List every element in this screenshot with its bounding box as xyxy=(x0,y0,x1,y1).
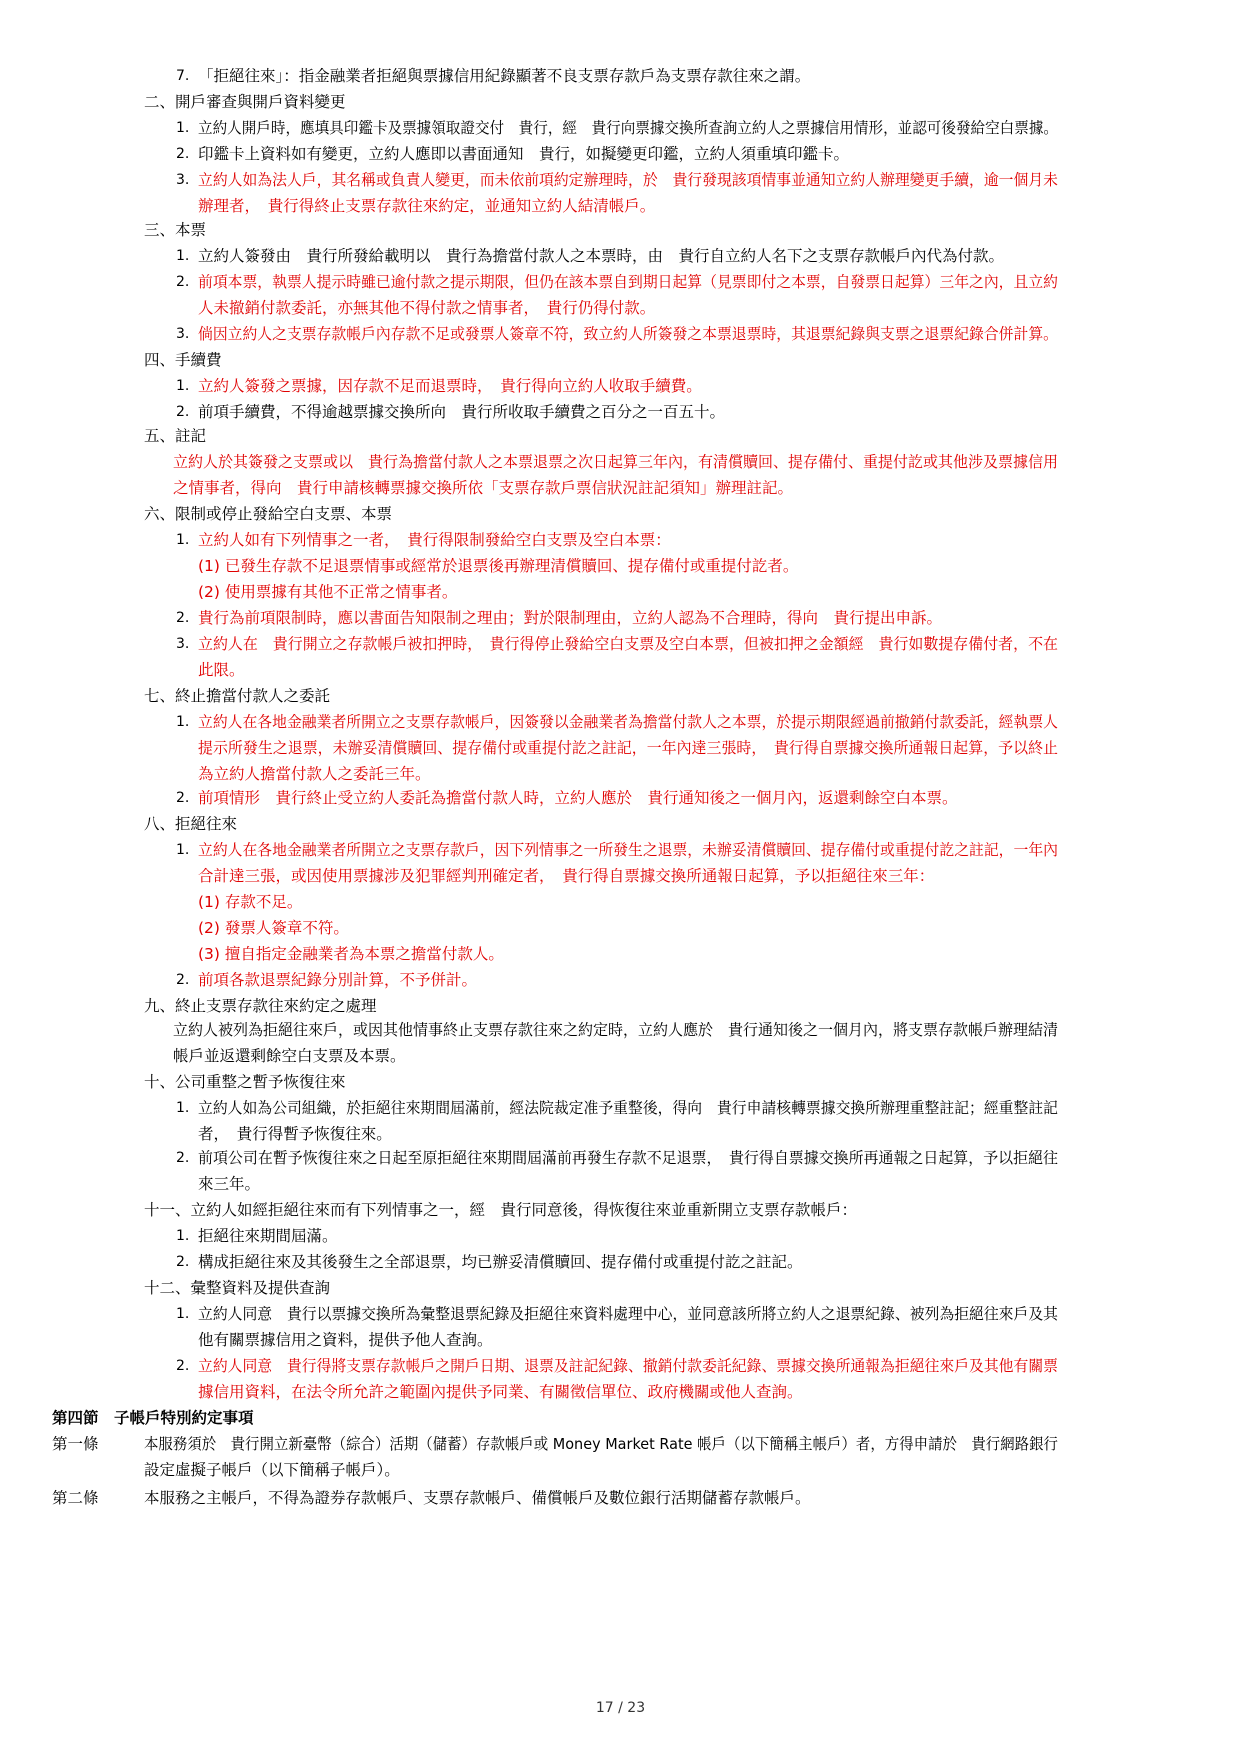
item-number: 1. xyxy=(176,532,190,548)
line-text: 此限。 xyxy=(198,661,245,679)
item-number: 1. xyxy=(176,248,190,264)
line-text: 「拒絕往來」：指金融業者拒絕與票據信用紀錄顯著不良支票存款戶為支票存款往來之謂。 xyxy=(198,67,811,85)
line-text: (2) 發票人簽章不符。 xyxy=(198,919,349,937)
line-text: 立約人在 貴行開立之存款帳戶被扣押時， 貴行得停止發給空白支票及空白本票，但被扣押之金額經 貴行如數提存備付者，不在 xyxy=(198,635,1058,653)
item-number: 1. xyxy=(176,1228,190,1244)
line-text: 他有關票據信用之資料，提供予他人查詢。 xyxy=(198,1331,493,1349)
line-text: 立約人如為公司組織，於拒絕往來期間屆滿前，經法院裁定准予重整後，得向 貴行申請核轉票據交換所辦理重整註記；經重整註記 xyxy=(198,1099,1058,1117)
line-text: (1) 已發生存款不足退票情事或經常於退票後再辦理清償贖回、提存備付或重提付訖者。 xyxy=(198,557,799,575)
line-text: 前項手續費，不得逾越票據交換所向 貴行所收取手續費之百分之一百五十。 xyxy=(198,403,726,421)
line-text: 人未撤銷付款委託，亦無其他不得付款之情事者， 貴行仍得付款。 xyxy=(198,299,656,317)
line-text: 第四節 子帳戶特別約定事項 xyxy=(52,1409,254,1427)
line-text: 本服務之主帳戶，不得為證券存款帳戶、支票存款帳戶、備償帳戶及數位銀行活期儲蓄存款帳戶。 xyxy=(144,1489,811,1507)
item-number: 3. xyxy=(176,326,190,342)
line-text: 二、開戶審查與開戶資料變更 xyxy=(144,93,346,111)
item-number: 2. xyxy=(176,610,190,626)
line-text: 立約人在各地金融業者所開立之支票存款帳戶，因簽發以金融業者為擔當付款人之本票，於提示期限經過前撤銷付款委託，經執票人 xyxy=(198,713,1058,731)
line-text: 九、終止支票存款往來約定之處理 xyxy=(144,997,377,1015)
line-text: 構成拒絕往來及其後發生之全部退票，均已辦妥清償贖回、提存備付或重提付訖之註記。 xyxy=(198,1253,803,1271)
line-text: 立約人在各地金融業者所開立之支票存款戶，因下列情事之一所發生之退票，未辦妥清償贖回、提存備付或重提付訖之註記，一年內 xyxy=(198,841,1058,859)
line-text: 倘因立約人之支票存款帳戶內存款不足或發票人簽章不符，致立約人所簽發之本票退票時，其退票紀錄與支票之退票紀錄合併計算。 xyxy=(198,325,1058,343)
item-number: 1. xyxy=(176,842,190,858)
line-text: 來三年。 xyxy=(198,1175,261,1193)
item-number: 1. xyxy=(176,714,190,730)
item-number: 1. xyxy=(176,120,190,136)
line-text: 貴行為前項限制時，應以書面告知限制之理由；對於限制理由，立約人認為不合理時，得向 貴行提出申訴。 xyxy=(198,609,943,627)
item-number: 2. xyxy=(176,1358,190,1374)
line-text: 八、拒絕往來 xyxy=(144,815,238,833)
line-text: 本服務須於 貴行開立新臺幣（綜合）活期（儲蓄）存款帳戶或 Money Market Rate 帳戶（以下簡稱主帳戶）者，方得申請於 貴行網路銀行 xyxy=(144,1435,1058,1453)
line-text: 四、手續費 xyxy=(144,351,222,369)
line-text: 為立約人擔當付款人之委託三年。 xyxy=(198,765,431,783)
item-number: 第二條 xyxy=(52,1489,99,1507)
line-text: 前項本票，執票人提示時雖已逾付款之提示期限，但仍在該本票自到期日起算（見票即付之本票，自發票日起算）三年之內，且立約 xyxy=(198,273,1058,291)
item-number: 第一條 xyxy=(52,1435,99,1453)
line-text: 立約人被列為拒絕往來戶，或因其他情事終止支票存款往來之約定時，立約人應於 貴行通知後之一個月內，將支票存款帳戶辦理結清 xyxy=(173,1021,1058,1039)
item-number: 2. xyxy=(176,1254,190,1270)
line-text: 拒絕往來期間屆滿。 xyxy=(198,1227,338,1245)
line-text: 立約人如為法人戶，其名稱或負責人變更，而未依前項約定辦理時，於 貴行發現該項情事並通知立約人辦理變更手續，逾一個月未 xyxy=(198,171,1058,189)
line-text: 前項公司在暫予恢復往來之日起至原拒絕往來期間屆滿前再發生存款不足退票， 貴行得自票據交換所再通報之日起算，予以拒絕往 xyxy=(198,1149,1058,1167)
item-number: 2. xyxy=(176,146,190,162)
line-text: (1) 存款不足。 xyxy=(198,893,303,911)
line-text: 據信用資料，在法令所允許之範圍內提供予同業、有關徵信單位、政府機關或他人查詢。 xyxy=(198,1383,803,1401)
line-text: 十、公司重整之暫予恢復往來 xyxy=(144,1073,346,1091)
line-text: 者， 貴行得暫予恢復往來。 xyxy=(198,1125,392,1143)
line-text: 前項情形 貴行終止受立約人委託為擔當付款人時，立約人應於 貴行通知後之一個月內，返還剩餘空白本票。 xyxy=(198,789,958,807)
item-number: 2. xyxy=(176,274,190,290)
line-text: 六、限制或停止發給空白支票、本票 xyxy=(144,505,393,523)
item-number: 1. xyxy=(176,378,190,394)
item-number: 1. xyxy=(176,1306,190,1322)
line-text: 五、註記 xyxy=(144,427,207,445)
item-number: 3. xyxy=(176,172,190,188)
line-text: (2) 使用票據有其他不正常之情事者。 xyxy=(198,583,458,601)
item-number: 7. xyxy=(176,68,190,84)
line-text: 提示所發生之退票，未辦妥清償贖回、提存備付或重提付訖之註記，一年內達三張時， 貴行得自票據交換所通報日起算，予以終止 xyxy=(198,739,1058,757)
line-text: 立約人簽發之票據，因存款不足而退票時， 貴行得向立約人收取手續費。 xyxy=(198,377,702,395)
item-number: 2. xyxy=(176,404,190,420)
line-text: 立約人開戶時，應填具印鑑卡及票據領取證交付 貴行，經 貴行向票據交換所查詢立約人之票據信用情形，並認可後發給空白票據。 xyxy=(198,119,1058,137)
line-text: 之情事者，得向 貴行申請核轉票據交換所依「支票存款戶票信狀況註記須知」辦理註記。 xyxy=(173,479,794,497)
line-text: (3) 擅自指定金融業者為本票之擔當付款人。 xyxy=(198,945,504,963)
line-text: 十一、立約人如經拒絕往來而有下列情事之一，經 貴行同意後，得恢復往來並重新開立支票存款帳戶： xyxy=(144,1201,858,1219)
line-text: 帳戶並返還剩餘空白支票及本票。 xyxy=(173,1047,406,1065)
line-text: 設定虛擬子帳戶（以下簡稱子帳戶）。 xyxy=(144,1461,400,1479)
line-text: 立約人同意 貴行得將支票存款帳戶之開戶日期、退票及註記紀錄、撤銷付款委託紀錄、票據交換所通報為拒絕往來戶及其他有關票 xyxy=(198,1357,1058,1375)
line-text: 七、終止擔當付款人之委託 xyxy=(144,687,331,705)
line-text: 前項各款退票紀錄分別計算，不予併計。 xyxy=(198,971,478,989)
page-number: 17 / 23 xyxy=(595,1700,646,1716)
item-number: 2. xyxy=(176,1150,190,1166)
line-text: 立約人於其簽發之支票或以 貴行為擔當付款人之本票退票之次日起算三年內，有清償贖回、提存備付、重提付訖或其他涉及票據信用 xyxy=(173,453,1058,471)
item-number: 2. xyxy=(176,972,190,988)
item-number: 2. xyxy=(176,790,190,806)
item-number: 1. xyxy=(176,1100,190,1116)
line-text: 立約人同意 貴行以票據交換所為彙整退票紀錄及拒絕往來資料處理中心，並同意該所將立約人之退票紀錄、被列為拒絕往來戶及其 xyxy=(198,1305,1058,1323)
line-text: 印鑑卡上資料如有變更，立約人應即以書面通知 貴行，如擬變更印鑑，立約人須重填印鑑卡。 xyxy=(198,145,850,163)
line-text: 立約人如有下列情事之一者， 貴行得限制發給空白支票及空白本票： xyxy=(198,531,671,549)
line-text: 十二、彙整資料及提供查詢 xyxy=(144,1279,331,1297)
line-text: 合計達三張，或因使用票據涉及犯罪經判刑確定者， 貴行得自票據交換所通報日起算，予以拒絕往來三年： xyxy=(198,867,935,885)
line-text: 立約人簽發由 貴行所發給載明以 貴行為擔當付款人之本票時，由 貴行自立約人名下之支票存款帳戶內代為付款。 xyxy=(198,247,1005,265)
item-number: 3. xyxy=(176,636,190,652)
line-text: 辦理者， 貴行得終止支票存款往來約定，並通知立約人結清帳戶。 xyxy=(198,197,656,215)
line-text: 三、本票 xyxy=(144,221,207,239)
